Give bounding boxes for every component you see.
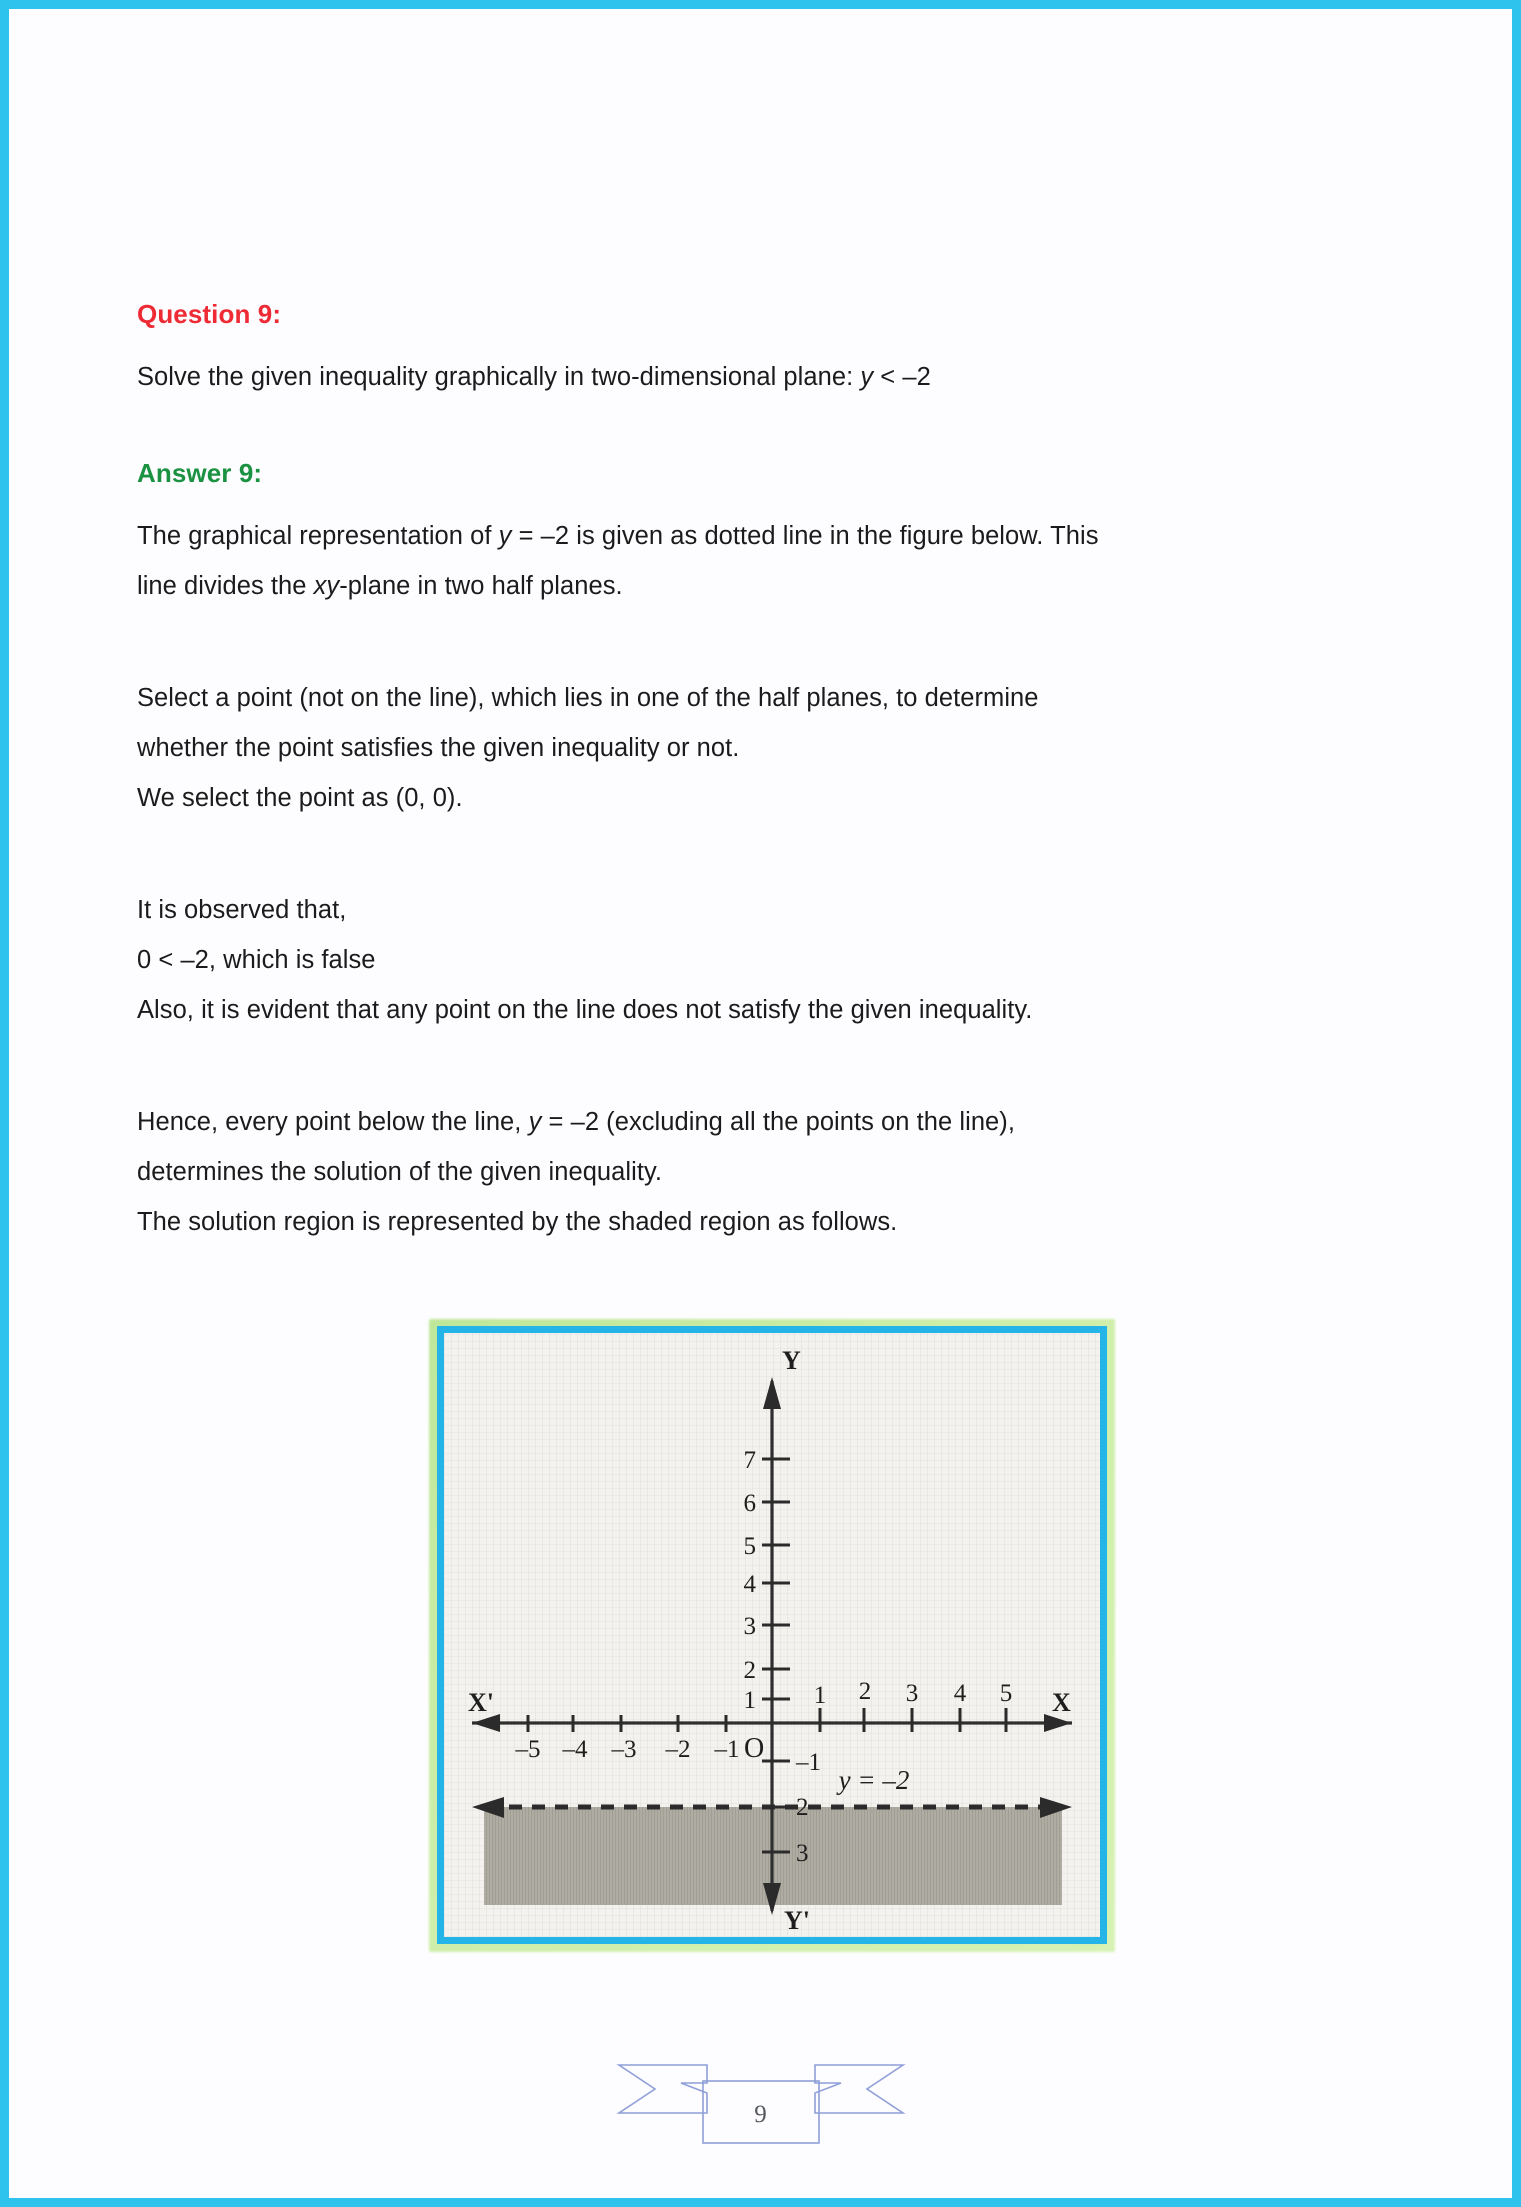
question-text-suffix: < –2 [873, 363, 931, 392]
x-tick-label--3: –3 [611, 1736, 637, 1763]
y-tick-label--2: 2 [796, 1794, 809, 1821]
spacer [137, 1035, 1387, 1097]
y-axis-positive-label: Y [782, 1346, 801, 1375]
x-tick-label-2: 2 [858, 1678, 872, 1705]
p2-text-b: -plane in two half planes. [339, 572, 623, 601]
question-text-prefix: Solve the given inequality graphically in two-dimensional plane: [137, 363, 861, 392]
graph-figure [429, 1319, 1115, 1952]
content-column [137, 299, 1387, 1247]
line-equation-annotation: y = –2 [838, 1765, 910, 1795]
y-tick-label-7: 7 [743, 1447, 756, 1474]
p1-text-b: = –2 is given as dotted line in the figure below. This [511, 522, 1099, 551]
y-tick-label--3: 3 [796, 1840, 809, 1867]
y-tick-label-4: 4 [743, 1571, 756, 1598]
y-tick-label-3: 3 [743, 1613, 756, 1640]
x-axis-negative-label: X' [468, 1688, 494, 1717]
x-axis-positive-label: X [1052, 1688, 1071, 1717]
y-tick-label-6: 6 [743, 1490, 756, 1517]
p9-text-b: = –2 (excluding all the points on the line), [541, 1108, 1015, 1137]
answer-paragraph-4-line-1 [137, 1097, 1387, 1147]
coordinate-plane-svg [444, 1333, 1100, 1937]
x-tick-labels-negative [515, 1736, 740, 1763]
spacer [137, 823, 1387, 885]
answer-paragraph-4-line-3: The solution region is represented by the shaded region as follows. [137, 1208, 898, 1237]
answer-paragraph-1-line-1 [137, 511, 1387, 561]
ribbon-banner-icon [611, 2049, 911, 2149]
page-inner [9, 9, 1512, 2198]
p2-variable: xy [313, 572, 340, 601]
question-text [137, 352, 1387, 402]
y-tick-label-2: 2 [743, 1657, 756, 1684]
y-tick-labels [744, 1447, 757, 1714]
answer-paragraph-2-line-1: Select a point (not on the line), which lies in one of the half planes, to determine [137, 684, 1039, 713]
x-tick-labels-positive [814, 1678, 1013, 1709]
x-tick-label-4: 4 [953, 1680, 967, 1707]
p9-text-a: Hence, every point below the line, [137, 1108, 529, 1137]
page-footer [9, 2044, 1512, 2154]
x-tick-label--4: –4 [562, 1736, 588, 1763]
y-tick-label--1: –1 [796, 1749, 821, 1776]
x-tick-label-3: 3 [905, 1680, 919, 1707]
answer-paragraph-3-line-2: 0 < –2, which is false [137, 946, 376, 975]
answer-paragraph-1-line-2 [137, 561, 1387, 611]
answer-paragraph-2-line-2: whether the point satisfies the given inequality or not. [137, 734, 740, 763]
answer-heading: Answer 9: [137, 458, 263, 489]
footer-ribbon [611, 2049, 911, 2149]
y-axis-up-arrow [763, 1377, 781, 1409]
y-axis-ticks [762, 1459, 790, 1852]
figure-frame [437, 1326, 1107, 1944]
spacer [137, 402, 1387, 458]
answer-paragraph-3-line-3: Also, it is evident that any point on the line does not satisfy the given inequality. [137, 996, 1033, 1025]
p2-text-a: line divides the [137, 572, 314, 601]
question-variable: y [860, 363, 874, 392]
answer-paragraph-3-line-1: It is observed that, [137, 896, 347, 925]
x-tick-label-5: 5 [999, 1680, 1013, 1707]
x-tick-label--1: –1 [714, 1736, 740, 1763]
answer-paragraph-2-line-3: We select the point as (0, 0). [137, 784, 463, 813]
origin-label: O [744, 1733, 765, 1764]
y-tick-label-5: 5 [743, 1533, 756, 1560]
p9-variable: y [528, 1108, 542, 1137]
page-number: 9 [754, 2101, 767, 2128]
spacer [137, 611, 1387, 673]
x-tick-label-1: 1 [813, 1682, 827, 1709]
x-axis-ticks [528, 1708, 1006, 1732]
p1-text-a: The graphical representation of [137, 522, 499, 551]
y-axis-negative-label: Y' [784, 1906, 810, 1935]
x-tick-label--2: –2 [665, 1736, 691, 1763]
p1-variable: y [498, 522, 512, 551]
y-tick-label-1: 1 [743, 1687, 756, 1714]
question-heading: Question 9: [137, 299, 282, 329]
answer-paragraph-4-line-2: determines the solution of the given inequality. [137, 1158, 662, 1187]
x-tick-label--5: –5 [515, 1736, 541, 1763]
